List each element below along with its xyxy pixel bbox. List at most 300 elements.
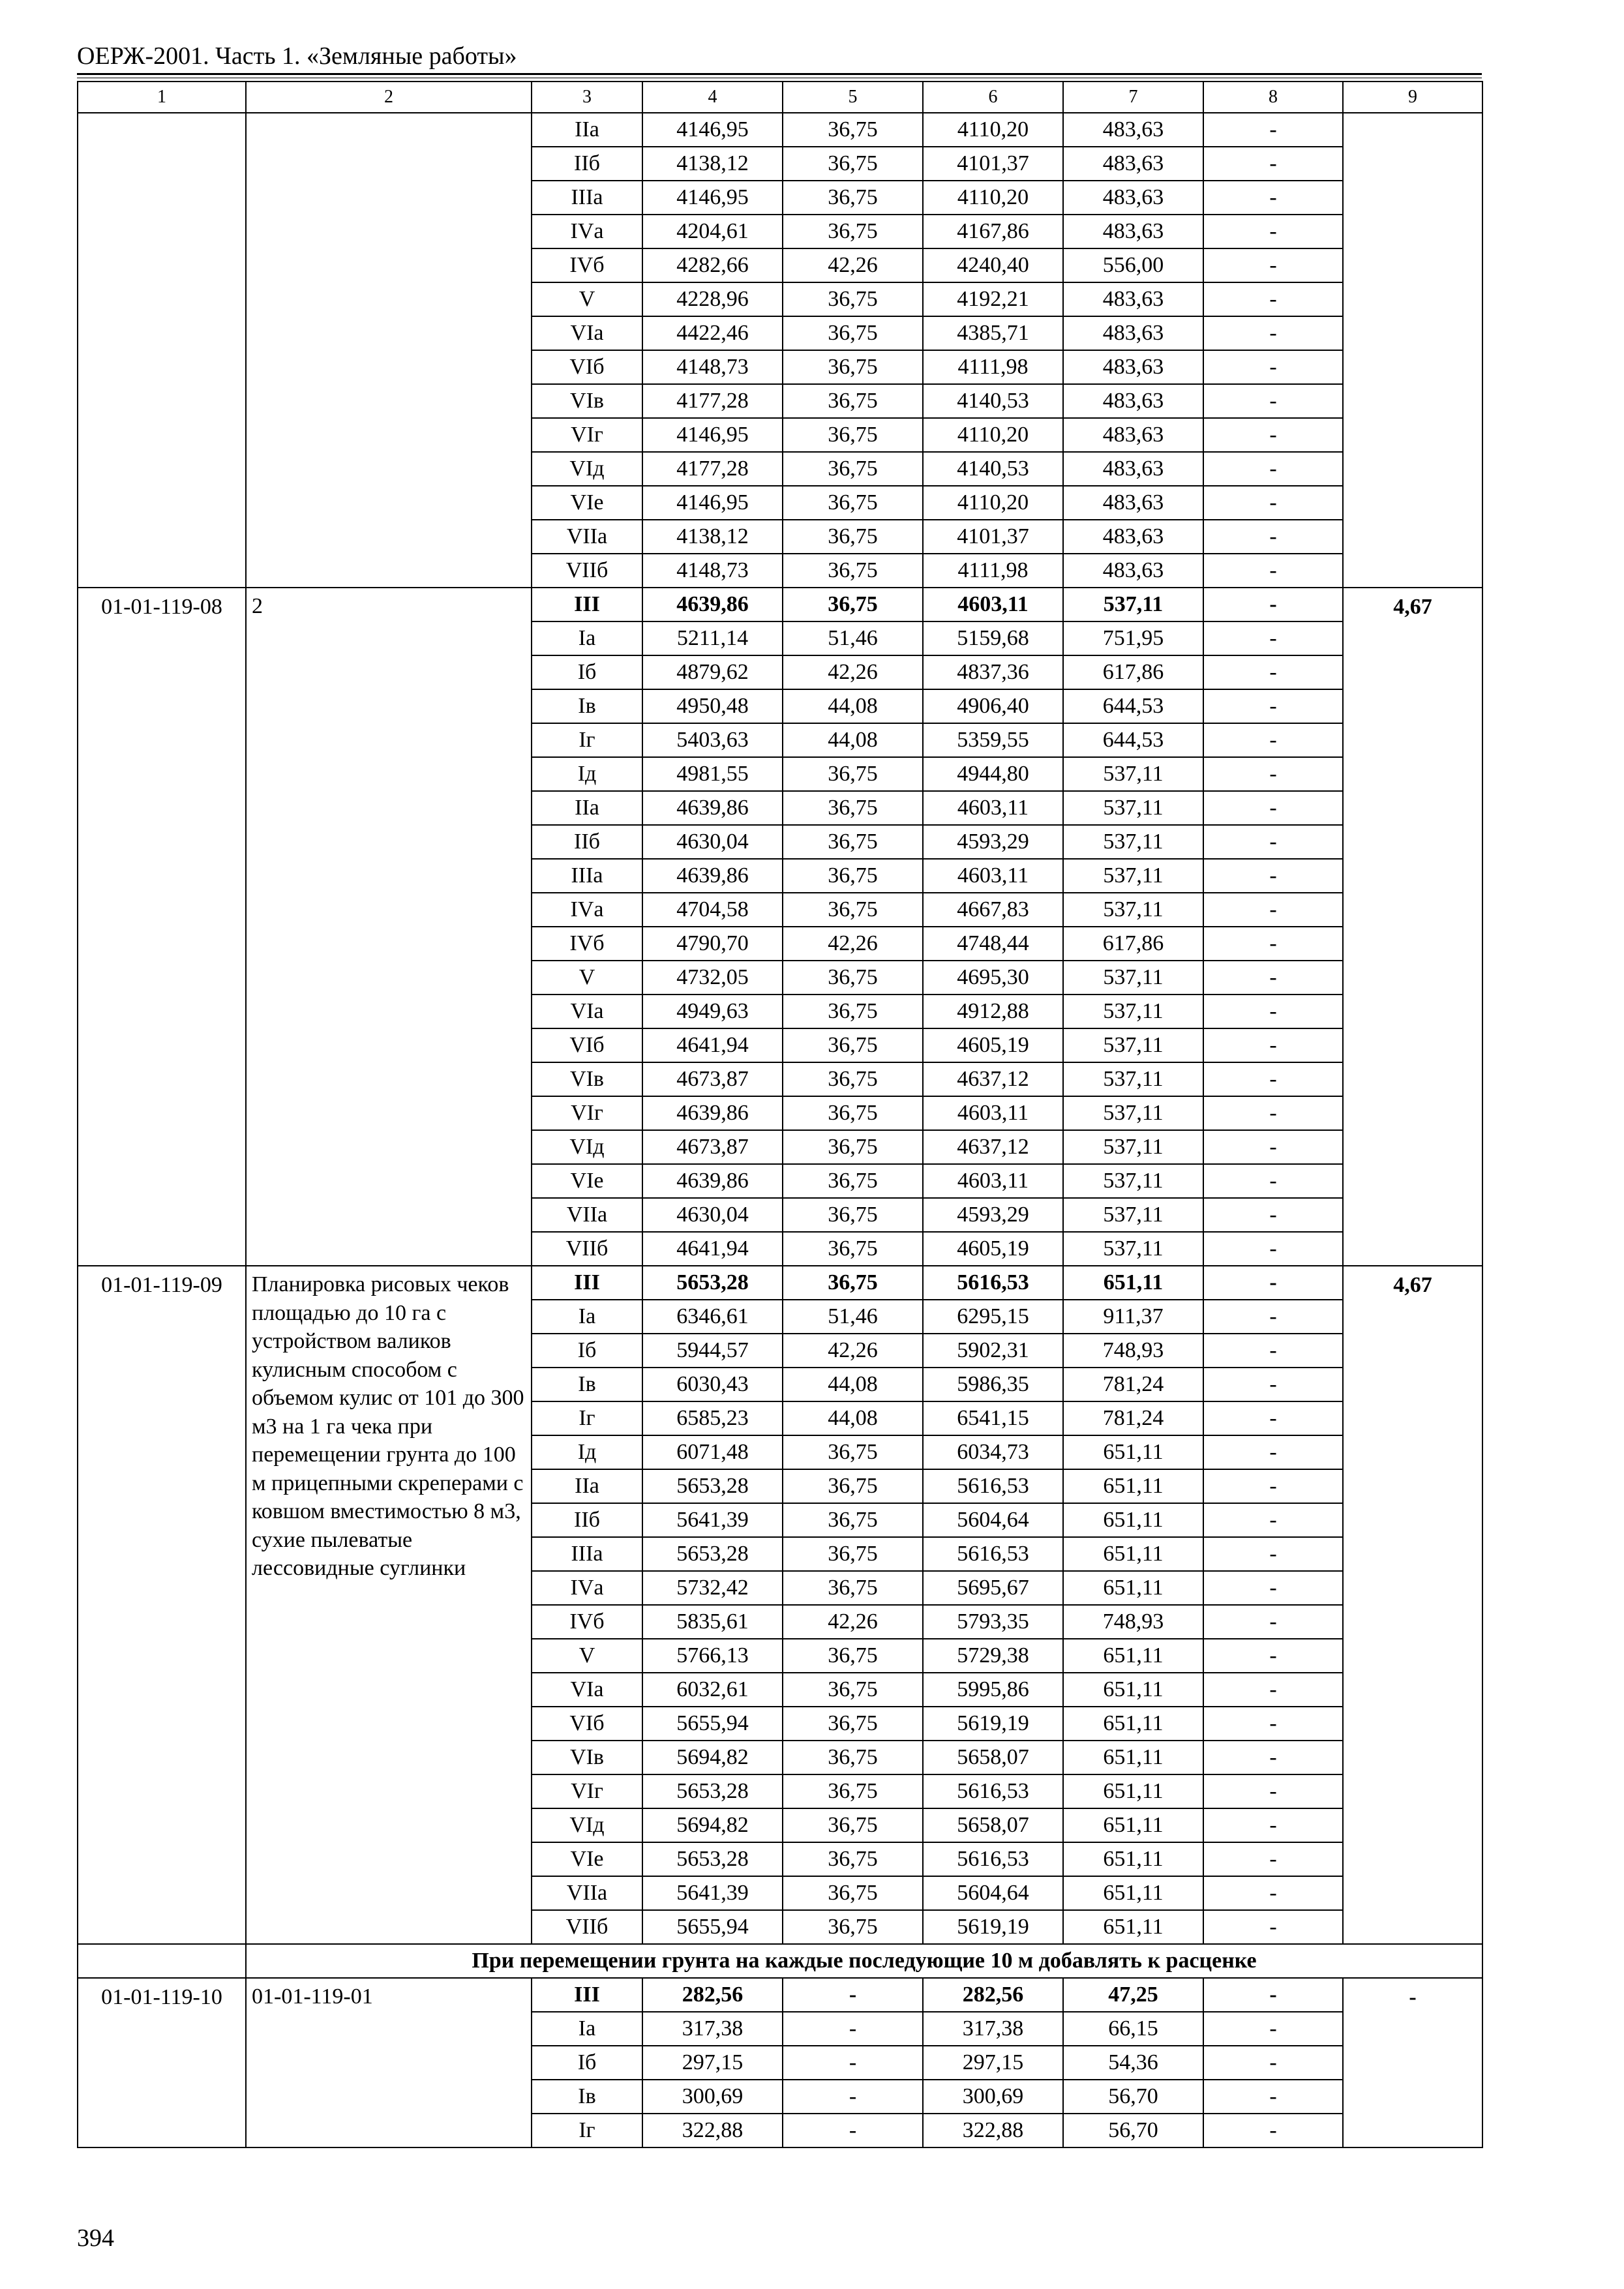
labor-index: 4,67 bbox=[1343, 588, 1482, 1266]
materials: - bbox=[1203, 452, 1343, 486]
wages: 36,75 bbox=[783, 1130, 923, 1164]
total-cost: 4641,94 bbox=[642, 1232, 783, 1266]
materials: - bbox=[1203, 282, 1343, 316]
wages: 36,75 bbox=[783, 1164, 923, 1198]
wages: 36,75 bbox=[783, 554, 923, 588]
total-cost: 4673,87 bbox=[642, 1062, 783, 1096]
soil-group: VIг bbox=[532, 1774, 642, 1808]
machine-operation: 4110,20 bbox=[923, 486, 1063, 520]
wages: 36,75 bbox=[783, 316, 923, 350]
total-cost: 297,15 bbox=[642, 2046, 783, 2080]
total-cost: 4148,73 bbox=[642, 554, 783, 588]
machinists-wages: 644,53 bbox=[1063, 723, 1203, 757]
soil-group: Iв bbox=[532, 689, 642, 723]
total-cost: 6585,23 bbox=[642, 1401, 783, 1435]
total-cost: 5653,28 bbox=[642, 1469, 783, 1503]
soil-group: Iа bbox=[532, 2012, 642, 2046]
machinists-wages: 483,63 bbox=[1063, 181, 1203, 215]
soil-group: IIIа bbox=[532, 859, 642, 893]
column-number: 7 bbox=[1063, 82, 1203, 113]
machine-operation: 5902,31 bbox=[923, 1334, 1063, 1368]
machinists-wages: 911,37 bbox=[1063, 1300, 1203, 1334]
materials: - bbox=[1203, 1266, 1343, 1300]
materials: - bbox=[1203, 1401, 1343, 1435]
machinists-wages: 537,11 bbox=[1063, 1096, 1203, 1130]
materials: - bbox=[1203, 1164, 1343, 1198]
total-cost: 4639,86 bbox=[642, 1096, 783, 1130]
total-cost: 5694,82 bbox=[642, 1741, 783, 1774]
total-cost: 5655,94 bbox=[642, 1910, 783, 1944]
soil-group: IIа bbox=[532, 791, 642, 825]
materials: - bbox=[1203, 1130, 1343, 1164]
materials: - bbox=[1203, 1062, 1343, 1096]
soil-group: VIв bbox=[532, 384, 642, 418]
table-row bbox=[78, 113, 1482, 147]
wages: 36,75 bbox=[783, 520, 923, 554]
materials: - bbox=[1203, 316, 1343, 350]
total-cost: 5403,63 bbox=[642, 723, 783, 757]
machinists-wages: 537,11 bbox=[1063, 1164, 1203, 1198]
table-body bbox=[78, 82, 1482, 2147]
materials: - bbox=[1203, 791, 1343, 825]
machine-operation: 297,15 bbox=[923, 2046, 1063, 2080]
materials: - bbox=[1203, 2012, 1343, 2046]
machinists-wages: 617,86 bbox=[1063, 927, 1203, 961]
machine-operation: 4603,11 bbox=[923, 1164, 1063, 1198]
wages: 36,75 bbox=[783, 1741, 923, 1774]
soil-group: IIа bbox=[532, 1469, 642, 1503]
total-cost: 5766,13 bbox=[642, 1639, 783, 1673]
wages: 36,75 bbox=[783, 757, 923, 791]
machine-operation: 6034,73 bbox=[923, 1435, 1063, 1469]
machinists-wages: 651,11 bbox=[1063, 1808, 1203, 1842]
soil-group: VIIб bbox=[532, 1232, 642, 1266]
soil-group: V bbox=[532, 1639, 642, 1673]
labor-index: - bbox=[1343, 1978, 1482, 2147]
machinists-wages: 56,70 bbox=[1063, 2114, 1203, 2147]
materials: - bbox=[1203, 2114, 1343, 2147]
total-cost: 4981,55 bbox=[642, 757, 783, 791]
wages: 36,75 bbox=[783, 791, 923, 825]
soil-group: VIа bbox=[532, 1673, 642, 1707]
total-cost: 4146,95 bbox=[642, 418, 783, 452]
header-rule bbox=[77, 73, 1482, 75]
soil-group: IIIа bbox=[532, 1537, 642, 1571]
machine-operation: 5793,35 bbox=[923, 1605, 1063, 1639]
wages: 36,75 bbox=[783, 486, 923, 520]
soil-group: IIIа bbox=[532, 181, 642, 215]
machine-operation: 4695,30 bbox=[923, 961, 1063, 995]
machine-operation: 6295,15 bbox=[923, 1300, 1063, 1334]
rate-description: Планировка рисовых чеков площадью до 10 га с устройством валиков кулисным способом с объемом кулис от 101 до 300 м3 на 1 га чека при перемещении грунта до 100 м прицепными скреперами с ковшом вместимостью 8 м3, сухие пылеватые лессовидные суглинки bbox=[246, 1266, 532, 1944]
soil-group: VIе bbox=[532, 486, 642, 520]
table-row bbox=[78, 588, 1482, 621]
wages: 42,26 bbox=[783, 927, 923, 961]
machine-operation: 5658,07 bbox=[923, 1808, 1063, 1842]
materials: - bbox=[1203, 1978, 1343, 2012]
soil-group: VIв bbox=[532, 1062, 642, 1096]
machinists-wages: 483,63 bbox=[1063, 520, 1203, 554]
soil-group: IVб bbox=[532, 248, 642, 282]
machine-operation: 4603,11 bbox=[923, 859, 1063, 893]
total-cost: 6346,61 bbox=[642, 1300, 783, 1334]
machinists-wages: 483,63 bbox=[1063, 452, 1203, 486]
machinists-wages: 54,36 bbox=[1063, 2046, 1203, 2080]
machine-operation: 4167,86 bbox=[923, 215, 1063, 248]
soil-group: IVб bbox=[532, 927, 642, 961]
soil-group: V bbox=[532, 961, 642, 995]
machine-operation: 4748,44 bbox=[923, 927, 1063, 961]
soil-group: IIб bbox=[532, 825, 642, 859]
materials: - bbox=[1203, 893, 1343, 927]
machine-operation: 4605,19 bbox=[923, 1028, 1063, 1062]
empty-cell bbox=[78, 1944, 246, 1978]
machinists-wages: 537,11 bbox=[1063, 893, 1203, 927]
total-cost: 5653,28 bbox=[642, 1842, 783, 1876]
machine-operation: 4906,40 bbox=[923, 689, 1063, 723]
wages: - bbox=[783, 1978, 923, 2012]
machinists-wages: 483,63 bbox=[1063, 316, 1203, 350]
machine-operation: 5995,86 bbox=[923, 1673, 1063, 1707]
machine-operation: 5616,53 bbox=[923, 1469, 1063, 1503]
machine-operation: 4637,12 bbox=[923, 1062, 1063, 1096]
materials: - bbox=[1203, 147, 1343, 181]
rate-code: 01-01-119-10 bbox=[78, 1978, 246, 2147]
soil-group: IVб bbox=[532, 1605, 642, 1639]
soil-group: V bbox=[532, 282, 642, 316]
machine-operation: 4605,19 bbox=[923, 1232, 1063, 1266]
machinists-wages: 537,11 bbox=[1063, 757, 1203, 791]
total-cost: 4790,70 bbox=[642, 927, 783, 961]
machine-operation: 317,38 bbox=[923, 2012, 1063, 2046]
materials: - bbox=[1203, 1300, 1343, 1334]
soil-group: Iд bbox=[532, 1435, 642, 1469]
section-note: При перемещении грунта на каждые последующие 10 м добавлять к расценке bbox=[246, 1944, 1482, 1978]
machine-operation: 4603,11 bbox=[923, 791, 1063, 825]
total-cost: 5641,39 bbox=[642, 1503, 783, 1537]
soil-group: VIIа bbox=[532, 1876, 642, 1910]
machinists-wages: 644,53 bbox=[1063, 689, 1203, 723]
materials: - bbox=[1203, 1808, 1343, 1842]
machinists-wages: 651,11 bbox=[1063, 1842, 1203, 1876]
total-cost: 4704,58 bbox=[642, 893, 783, 927]
column-number: 4 bbox=[642, 82, 783, 113]
materials: - bbox=[1203, 995, 1343, 1028]
wages: 36,75 bbox=[783, 1435, 923, 1469]
materials: - bbox=[1203, 1605, 1343, 1639]
materials: - bbox=[1203, 1028, 1343, 1062]
wages: 36,75 bbox=[783, 1469, 923, 1503]
machinists-wages: 483,63 bbox=[1063, 486, 1203, 520]
wages: 36,75 bbox=[783, 588, 923, 621]
wages: 36,75 bbox=[783, 350, 923, 384]
machine-operation: 4603,11 bbox=[923, 1096, 1063, 1130]
materials: - bbox=[1203, 248, 1343, 282]
wages: 36,75 bbox=[783, 1842, 923, 1876]
machinists-wages: 651,11 bbox=[1063, 1639, 1203, 1673]
column-number: 5 bbox=[783, 82, 923, 113]
soil-group: Iа bbox=[532, 1300, 642, 1334]
machine-operation: 6541,15 bbox=[923, 1401, 1063, 1435]
materials: - bbox=[1203, 1910, 1343, 1944]
machinists-wages: 651,11 bbox=[1063, 1774, 1203, 1808]
machinists-wages: 651,11 bbox=[1063, 1266, 1203, 1300]
machine-operation: 4101,37 bbox=[923, 520, 1063, 554]
column-number: 6 bbox=[923, 82, 1063, 113]
materials: - bbox=[1203, 723, 1343, 757]
soil-group: VIб bbox=[532, 1707, 642, 1741]
wages: 36,75 bbox=[783, 1910, 923, 1944]
total-cost: 4422,46 bbox=[642, 316, 783, 350]
machinists-wages: 651,11 bbox=[1063, 1503, 1203, 1537]
machine-operation: 4637,12 bbox=[923, 1130, 1063, 1164]
soil-group: VIб bbox=[532, 350, 642, 384]
wages: 36,75 bbox=[783, 384, 923, 418]
wages: - bbox=[783, 2080, 923, 2114]
machinists-wages: 537,11 bbox=[1063, 1028, 1203, 1062]
machinists-wages: 537,11 bbox=[1063, 1062, 1203, 1096]
total-cost: 4639,86 bbox=[642, 588, 783, 621]
table-row bbox=[78, 1266, 1482, 1300]
machinists-wages: 651,11 bbox=[1063, 1571, 1203, 1605]
machinists-wages: 483,63 bbox=[1063, 554, 1203, 588]
soil-group: Iб bbox=[532, 655, 642, 689]
wages: 36,75 bbox=[783, 859, 923, 893]
total-cost: 4732,05 bbox=[642, 961, 783, 995]
materials: - bbox=[1203, 1842, 1343, 1876]
wages: 36,75 bbox=[783, 1571, 923, 1605]
machine-operation: 4667,83 bbox=[923, 893, 1063, 927]
total-cost: 5211,14 bbox=[642, 621, 783, 655]
rate-description bbox=[246, 113, 532, 588]
machinists-wages: 483,63 bbox=[1063, 384, 1203, 418]
wages: 36,75 bbox=[783, 181, 923, 215]
total-cost: 5653,28 bbox=[642, 1537, 783, 1571]
machine-operation: 4110,20 bbox=[923, 181, 1063, 215]
wages: 36,75 bbox=[783, 215, 923, 248]
total-cost: 4639,86 bbox=[642, 859, 783, 893]
total-cost: 6030,43 bbox=[642, 1368, 783, 1401]
wages: 36,75 bbox=[783, 1096, 923, 1130]
wages: 36,75 bbox=[783, 1673, 923, 1707]
machine-operation: 5616,53 bbox=[923, 1774, 1063, 1808]
machine-operation: 5604,64 bbox=[923, 1503, 1063, 1537]
machinists-wages: 781,24 bbox=[1063, 1401, 1203, 1435]
materials: - bbox=[1203, 1503, 1343, 1537]
machine-operation: 4111,98 bbox=[923, 554, 1063, 588]
machinists-wages: 66,15 bbox=[1063, 2012, 1203, 2046]
column-number: 1 bbox=[78, 82, 246, 113]
total-cost: 4204,61 bbox=[642, 215, 783, 248]
total-cost: 4146,95 bbox=[642, 113, 783, 147]
soil-group: Iг bbox=[532, 723, 642, 757]
materials: - bbox=[1203, 215, 1343, 248]
rate-description: 01-01-119-01 bbox=[246, 1978, 532, 2147]
total-cost: 4673,87 bbox=[642, 1130, 783, 1164]
soil-group: VIе bbox=[532, 1842, 642, 1876]
rates-table bbox=[77, 81, 1483, 2148]
machine-operation: 4603,11 bbox=[923, 588, 1063, 621]
machine-operation: 300,69 bbox=[923, 2080, 1063, 2114]
total-cost: 322,88 bbox=[642, 2114, 783, 2147]
machine-operation: 5616,53 bbox=[923, 1537, 1063, 1571]
soil-group: III bbox=[532, 1266, 642, 1300]
wages: 36,75 bbox=[783, 1232, 923, 1266]
machinists-wages: 651,11 bbox=[1063, 1435, 1203, 1469]
machinists-wages: 483,63 bbox=[1063, 282, 1203, 316]
materials: - bbox=[1203, 2080, 1343, 2114]
machinists-wages: 537,11 bbox=[1063, 1130, 1203, 1164]
wages: 36,75 bbox=[783, 1537, 923, 1571]
rate-code: 01-01-119-08 bbox=[78, 588, 246, 1266]
soil-group: IIб bbox=[532, 1503, 642, 1537]
total-cost: 4148,73 bbox=[642, 350, 783, 384]
soil-group: VIг bbox=[532, 418, 642, 452]
wages: 36,75 bbox=[783, 1503, 923, 1537]
wages: 42,26 bbox=[783, 248, 923, 282]
soil-group: Iа bbox=[532, 621, 642, 655]
materials: - bbox=[1203, 418, 1343, 452]
materials: - bbox=[1203, 1334, 1343, 1368]
soil-group: VIд bbox=[532, 1808, 642, 1842]
soil-group: IVа bbox=[532, 893, 642, 927]
column-number: 3 bbox=[532, 82, 642, 113]
wages: 36,75 bbox=[783, 1774, 923, 1808]
materials: - bbox=[1203, 1435, 1343, 1469]
materials: - bbox=[1203, 689, 1343, 723]
soil-group: Iв bbox=[532, 1368, 642, 1401]
machine-operation: 4110,20 bbox=[923, 418, 1063, 452]
machine-operation: 5695,67 bbox=[923, 1571, 1063, 1605]
machinists-wages: 651,11 bbox=[1063, 1741, 1203, 1774]
soil-group: VIIа bbox=[532, 1198, 642, 1232]
materials: - bbox=[1203, 1673, 1343, 1707]
column-number: 8 bbox=[1203, 82, 1343, 113]
wages: 36,75 bbox=[783, 995, 923, 1028]
materials: - bbox=[1203, 1469, 1343, 1503]
total-cost: 4146,95 bbox=[642, 486, 783, 520]
materials: - bbox=[1203, 384, 1343, 418]
wages: 36,75 bbox=[783, 1062, 923, 1096]
total-cost: 4228,96 bbox=[642, 282, 783, 316]
machinists-wages: 537,11 bbox=[1063, 825, 1203, 859]
machinists-wages: 651,11 bbox=[1063, 1707, 1203, 1741]
soil-group: IVа bbox=[532, 1571, 642, 1605]
machinists-wages: 651,11 bbox=[1063, 1537, 1203, 1571]
machine-operation: 5616,53 bbox=[923, 1266, 1063, 1300]
labor-index bbox=[1343, 113, 1482, 588]
total-cost: 4138,12 bbox=[642, 520, 783, 554]
machine-operation: 4240,40 bbox=[923, 248, 1063, 282]
soil-group: Iг bbox=[532, 1401, 642, 1435]
materials: - bbox=[1203, 588, 1343, 621]
machine-operation: 4912,88 bbox=[923, 995, 1063, 1028]
soil-group: VIа bbox=[532, 995, 642, 1028]
machine-operation: 4837,36 bbox=[923, 655, 1063, 689]
materials: - bbox=[1203, 655, 1343, 689]
machinists-wages: 651,11 bbox=[1063, 1673, 1203, 1707]
wages: 36,75 bbox=[783, 418, 923, 452]
machinists-wages: 483,63 bbox=[1063, 113, 1203, 147]
wages: 36,75 bbox=[783, 1639, 923, 1673]
materials: - bbox=[1203, 621, 1343, 655]
machinists-wages: 537,11 bbox=[1063, 859, 1203, 893]
soil-group: IIб bbox=[532, 147, 642, 181]
machine-operation: 4192,21 bbox=[923, 282, 1063, 316]
machinists-wages: 47,25 bbox=[1063, 1978, 1203, 2012]
materials: - bbox=[1203, 520, 1343, 554]
wages: 44,08 bbox=[783, 689, 923, 723]
materials: - bbox=[1203, 961, 1343, 995]
materials: - bbox=[1203, 554, 1343, 588]
soil-group: VIд bbox=[532, 1130, 642, 1164]
soil-group: VIв bbox=[532, 1741, 642, 1774]
machinists-wages: 556,00 bbox=[1063, 248, 1203, 282]
soil-group: Iб bbox=[532, 1334, 642, 1368]
total-cost: 5641,39 bbox=[642, 1876, 783, 1910]
machine-operation: 322,88 bbox=[923, 2114, 1063, 2147]
rate-code: 01-01-119-09 bbox=[78, 1266, 246, 1944]
machinists-wages: 651,11 bbox=[1063, 1876, 1203, 1910]
total-cost: 4950,48 bbox=[642, 689, 783, 723]
total-cost: 4177,28 bbox=[642, 452, 783, 486]
wages: 36,75 bbox=[783, 1808, 923, 1842]
wages: 44,08 bbox=[783, 723, 923, 757]
column-number: 2 bbox=[246, 82, 532, 113]
machinists-wages: 748,93 bbox=[1063, 1605, 1203, 1639]
materials: - bbox=[1203, 1537, 1343, 1571]
total-cost: 5653,28 bbox=[642, 1266, 783, 1300]
machine-operation: 4111,98 bbox=[923, 350, 1063, 384]
materials: - bbox=[1203, 181, 1343, 215]
wages: - bbox=[783, 2046, 923, 2080]
soil-group: VIе bbox=[532, 1164, 642, 1198]
materials: - bbox=[1203, 1876, 1343, 1910]
materials: - bbox=[1203, 1741, 1343, 1774]
total-cost: 4639,86 bbox=[642, 1164, 783, 1198]
machine-operation: 5604,64 bbox=[923, 1876, 1063, 1910]
wages: 36,75 bbox=[783, 1266, 923, 1300]
machine-operation: 282,56 bbox=[923, 1978, 1063, 2012]
table-row bbox=[78, 1978, 1482, 2012]
machinists-wages: 483,63 bbox=[1063, 147, 1203, 181]
machinists-wages: 781,24 bbox=[1063, 1368, 1203, 1401]
total-cost: 282,56 bbox=[642, 1978, 783, 2012]
rate-code bbox=[78, 113, 246, 588]
page-number: 394 bbox=[77, 2224, 114, 2252]
total-cost: 5732,42 bbox=[642, 1571, 783, 1605]
machinists-wages: 483,63 bbox=[1063, 350, 1203, 384]
soil-group: Iб bbox=[532, 2046, 642, 2080]
wages: 42,26 bbox=[783, 655, 923, 689]
soil-group: IVа bbox=[532, 215, 642, 248]
wages: 36,75 bbox=[783, 282, 923, 316]
machine-operation: 4140,53 bbox=[923, 452, 1063, 486]
wages: 36,75 bbox=[783, 893, 923, 927]
total-cost: 4138,12 bbox=[642, 147, 783, 181]
materials: - bbox=[1203, 1639, 1343, 1673]
wages: 36,75 bbox=[783, 452, 923, 486]
machine-operation: 4593,29 bbox=[923, 1198, 1063, 1232]
materials: - bbox=[1203, 113, 1343, 147]
total-cost: 6032,61 bbox=[642, 1673, 783, 1707]
total-cost: 4146,95 bbox=[642, 181, 783, 215]
materials: - bbox=[1203, 1774, 1343, 1808]
total-cost: 4630,04 bbox=[642, 1198, 783, 1232]
machinists-wages: 651,11 bbox=[1063, 1910, 1203, 1944]
total-cost: 4630,04 bbox=[642, 825, 783, 859]
machine-operation: 5658,07 bbox=[923, 1741, 1063, 1774]
